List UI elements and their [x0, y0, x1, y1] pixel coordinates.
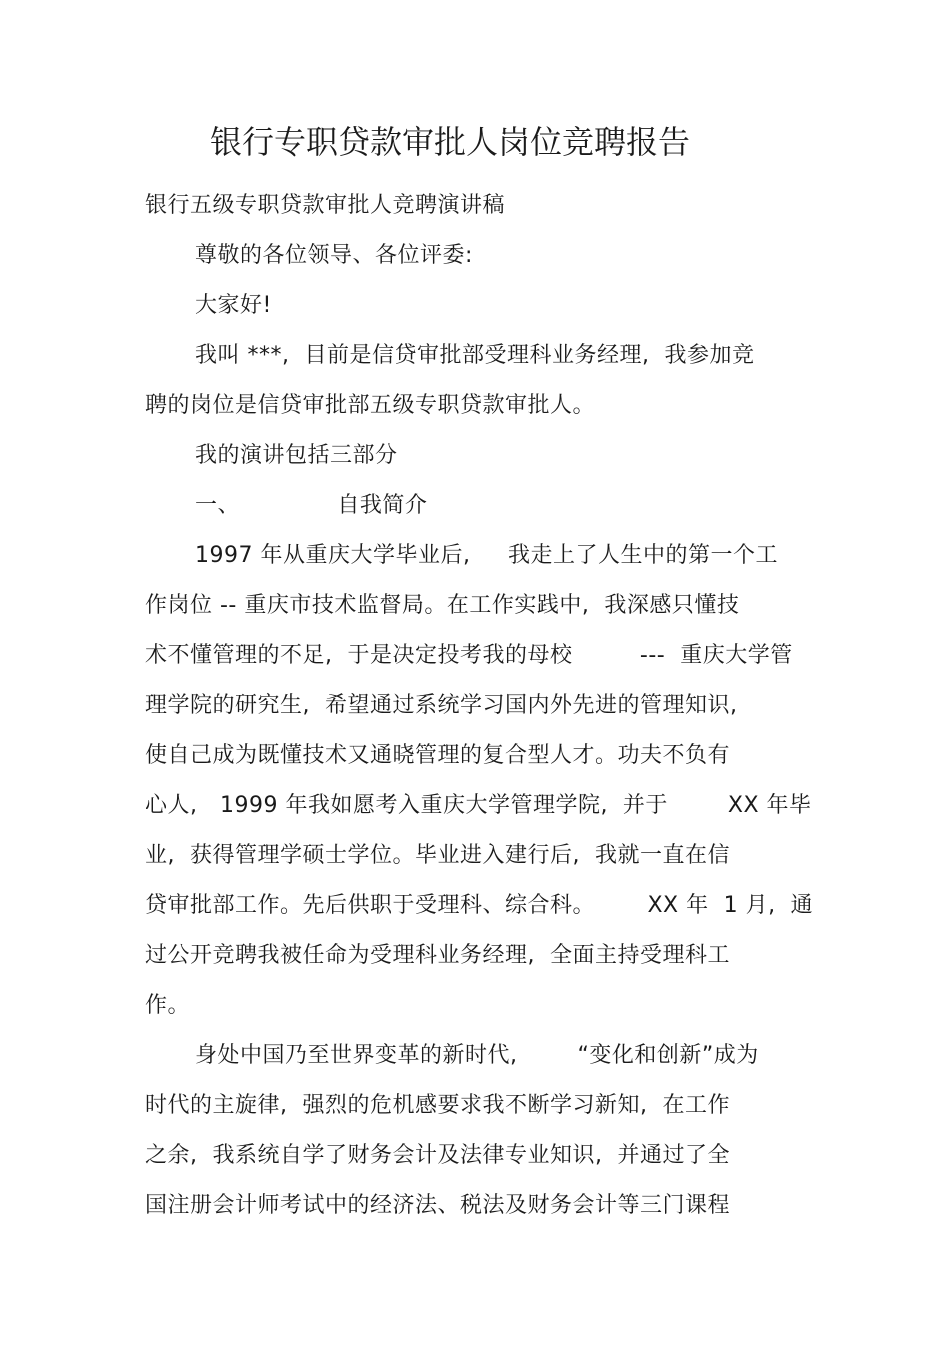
- body-line: 术不懂管理的不足, 于是决定投考我的母校 --- 重庆大学管: [145, 643, 793, 668]
- subtitle-line: 银行五级专职贷款审批人竞聘演讲稿: [145, 193, 506, 218]
- body-line: 心人, 1999 年我如愿考入重庆大学管理学院, 并于 XX 年毕: [145, 793, 812, 818]
- body-line: 我的演讲包括三部分: [195, 443, 398, 468]
- body-line: 身处中国乃至世界变革的新时代, “变化和创新”成为: [195, 1043, 759, 1068]
- body-line: 作。: [145, 993, 191, 1018]
- section-heading: 一、 自我简介: [195, 493, 428, 518]
- greeting-line: 大家好!: [195, 293, 272, 318]
- body-line: 贷审批部工作。先后供职于受理科、综合科。 XX 年 1 月, 通: [145, 893, 814, 918]
- body-line: 过公开竞聘我被任命为受理科业务经理, 全面主持受理科工: [145, 943, 730, 968]
- body-line: 使自己成为既懂技术又通晓管理的复合型人才。功夫不负有: [145, 743, 731, 768]
- body-line: 1997 年从重庆大学毕业后, 我走上了人生中的第一个工: [195, 543, 778, 568]
- document-title: 银行专职贷款审批人岗位竞聘报告: [209, 123, 690, 161]
- body-line: 作岗位 -- 重庆市技术监督局。在工作实践中, 我深感只懂技: [145, 593, 740, 618]
- body-line: 时代的主旋律, 强烈的危机感要求我不断学习新知, 在工作: [145, 1093, 730, 1118]
- body-line: 业, 获得管理学硕士学位。毕业进入建行后, 我就一直在信: [145, 843, 730, 868]
- body-line: 之余, 我系统自学了财务会计及法律专业知识, 并通过了全: [145, 1143, 730, 1168]
- body-line: 国注册会计师考试中的经济法、税法及财务会计等三门课程: [145, 1193, 731, 1218]
- body-line: 理学院的研究生, 希望通过系统学习国内外先进的管理知识,: [145, 693, 738, 718]
- body-line: 我叫 ***, 目前是信贷审批部受理科业务经理, 我参加竞: [195, 343, 755, 368]
- salutation-line: 尊敬的各位领导、各位评委:: [195, 243, 473, 268]
- body-line: 聘的岗位是信贷审批部五级专职贷款审批人。: [145, 393, 596, 418]
